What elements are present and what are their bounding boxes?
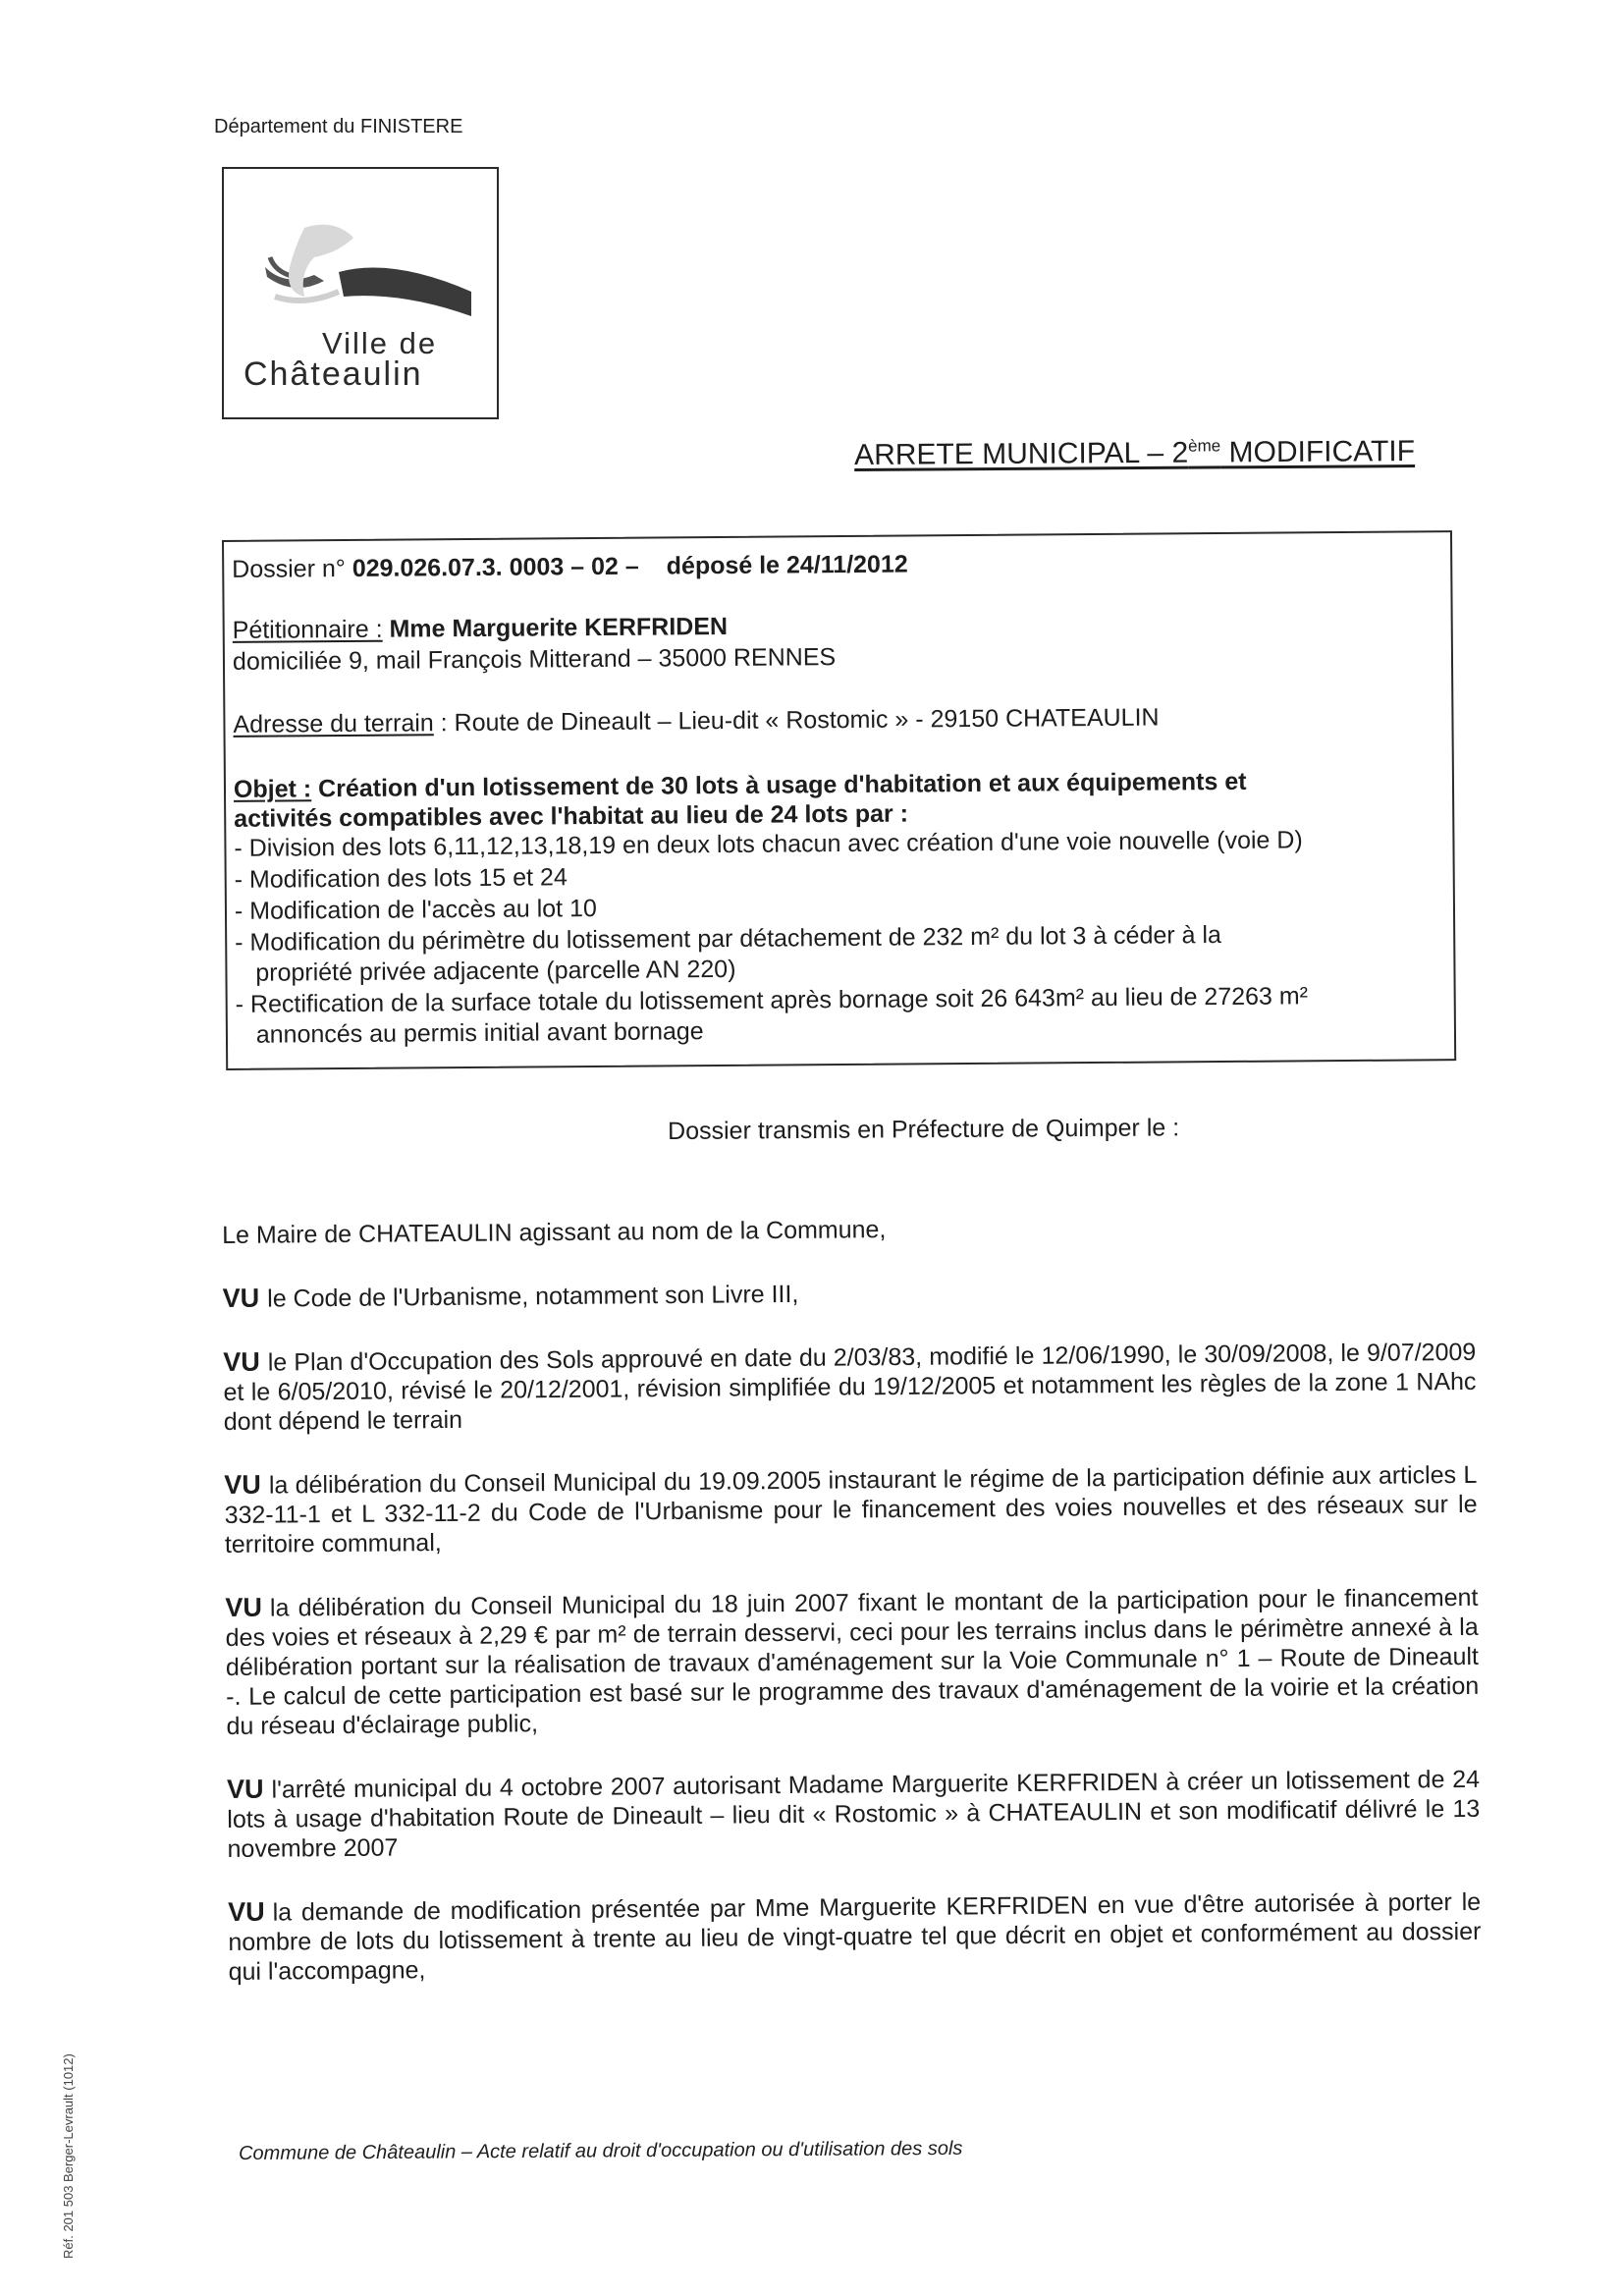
objet-item: - Modification des lots 15 et 24 [234, 863, 568, 894]
vu-paragraph: VU la délibération du Conseil Municipal du 19.09.2005 instaurant le régime de la participation définie aux articles L 332-11-1 et L 332-11-2 du Code de l'Urbanisme pour le financement des voies nouvelles et des réseaux sur le territoire communal, [224, 1460, 1478, 1558]
adresse-line: Adresse du terrain : Route de Dineault – Lieu-dit « Rostomic » - 29150 CHATEAULIN [233, 703, 1160, 738]
logo-text-chateaulin: Châteaulin [243, 355, 423, 393]
objet-item: - Rectification de la surface totale du lotissement après bornage soit 26 643m² au lieu de 27263 m² [235, 982, 1309, 1018]
page-footer: Commune de Châteaulin – Acte relatif au droit d'occupation ou d'utilisation des sols [239, 2137, 963, 2164]
objet-line-1: Objet : Création d'un lotissement de 30 lots à usage d'habitation et aux équipements et [233, 767, 1247, 803]
objet-item: - Modification du périmètre du lotissement par détachement de 232 m² du lot 3 à céder à la [235, 921, 1222, 957]
arrete-body [222, 1210, 1482, 2020]
domicile-line: domiciliée 9, mail François Mitterand – 35000 RENNES [232, 643, 837, 676]
vu-paragraph: VU le Plan d'Occupation des Sols approuvé en date du 2/03/83, modifié le 12/06/1990, le 30/09/2008, le 9/07/2009 et le 6/05/2010, révisé le 20/12/2001, révision simplifiée du 19/12/2005 et notamment les règles de la zone 1 NAhc dont dépend le terrain [223, 1338, 1477, 1436]
city-logo [222, 167, 499, 419]
objet-item: propriété privée adjacente (parcelle AN 220) [235, 955, 736, 987]
margin-reference: Réf. 201 503 Berger-Levrault (1012) [61, 2053, 76, 2259]
intro-paragraph: Le Maire de CHATEAULIN agissant au nom de la Commune, [222, 1216, 887, 1249]
vu-paragraph: VU le Code de l'Urbanisme, notamment son Livre III, [222, 1280, 799, 1313]
dossier-number-line: Dossier n° 029.026.07.3. 0003 – 02 – déposé le 24/11/2012 [232, 550, 908, 583]
prefecture-transmission-line: Dossier transmis en Préfecture de Quimper le : [668, 1114, 1180, 1145]
objet-item: - Modification de l'accès au lot 10 [234, 895, 597, 925]
objet-item: - Division des lots 6,11,12,13,18,19 en deux lots chacun avec création d'une voie nouvelle (voie D) [234, 826, 1303, 862]
petitionnaire-line: Pétitionnaire : Mme Marguerite KERFRIDEN [232, 612, 729, 644]
vu-paragraph: VU l'arrêté municipal du 4 octobre 2007 autorisant Madame Marguerite KERFRIDEN à créer un lotissement de 24 lots à usage d'habitation Route de Dineault – lieu dit « Rostomic » à CHATEAULIN et son modificatif délivré le 13 novembre 2007 [226, 1765, 1481, 1863]
logo-text-ville: Ville de [322, 326, 438, 360]
dossier-box [222, 530, 1456, 1070]
objet-line-2: activités compatibles avec l'habitat au lieu de 24 lots par : [234, 799, 909, 833]
objet-item: annoncés au permis initial avant bornage [235, 1017, 704, 1049]
vu-paragraph: VU la demande de modification présentée par Mme Marguerite KERFRIDEN en vue d'être autorisée à porter le nombre de lots du lotissement à trente au lieu de vingt-quatre tel que décrit en objet et conformément au dossier qui l'accompagne, [228, 1887, 1482, 1986]
logo-emblem-icon [245, 198, 481, 326]
department-label: Département du FINISTERE [214, 116, 463, 137]
document-title: ARRETE MUNICIPAL – 2ème MODIFICATIF [854, 435, 1416, 471]
vu-paragraph: VU la délibération du Conseil Municipal du 18 juin 2007 fixant le montant de la participation pour le financement des voies et réseaux à 2,29 € par m² de terrain desservi, ceci pour les terrains inclus dans le périmètre annexé à la délibération portant sur la réalisation de travaux d'aménagement sur la Voie Communale n° 1 – Route de Dineault -. Le calcul de cette participation est basé sur le programme des travaux d'aménagement de la voirie et la création du réseau d'éclairage public, [225, 1583, 1480, 1740]
